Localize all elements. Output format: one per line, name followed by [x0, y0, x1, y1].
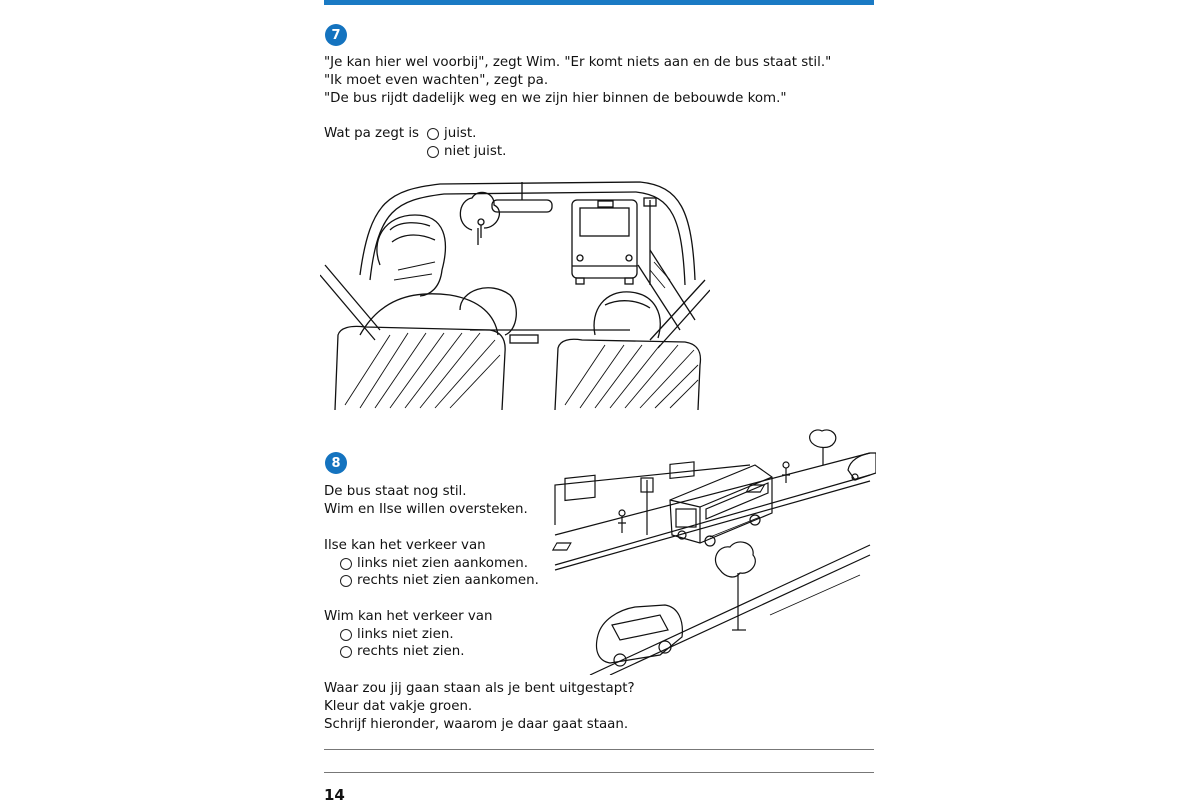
car-interior-illustration: [320, 170, 710, 410]
q8-wim-option-left-label: links niet zien.: [357, 627, 454, 642]
q8-wim-option-left[interactable]: [340, 626, 454, 644]
q8-closing-2: Kleur dat vakje groen.: [324, 699, 473, 714]
q8-ilse-radio-left[interactable]: [340, 558, 352, 570]
q8-ilse-radio-right[interactable]: [340, 575, 352, 587]
street-scene-illustration: [550, 425, 876, 675]
q8-ilse-option-right-label: rechts niet zien aankomen.: [357, 573, 539, 588]
q7-option-correct[interactable]: [427, 125, 476, 143]
answer-line-2[interactable]: [324, 772, 874, 773]
q7-radio-correct[interactable]: [427, 128, 439, 140]
q7-line-2: "Ik moet even wachten", zegt pa.: [324, 73, 549, 88]
q7-option-incorrect-label: niet juist.: [444, 144, 507, 159]
q8-intro-1: De bus staat nog stil.: [324, 484, 467, 499]
question-7-badge: 7: [325, 24, 347, 46]
q8-intro-2: Wim en Ilse willen oversteken.: [324, 502, 528, 517]
q8-ilse-option-left[interactable]: [340, 555, 528, 573]
q8-closing-3: Schrijf hieronder, waarom je daar gaat staan.: [324, 717, 629, 732]
q8-wim-radio-right[interactable]: [340, 646, 352, 658]
q8-closing-1: Waar zou jij gaan staan als je bent uitgestapt?: [324, 681, 635, 696]
q7-option-incorrect[interactable]: [427, 143, 506, 161]
q7-line-3: "De bus rijdt dadelijk weg en we zijn hier binnen de bebouwde kom.": [324, 91, 787, 106]
q7-prompt: Wat pa zegt is: [324, 126, 420, 141]
page-number: 14: [324, 786, 345, 804]
q8-wim-radio-left[interactable]: [340, 629, 352, 641]
q8-wim-option-right[interactable]: [340, 643, 464, 661]
answer-line-1[interactable]: [324, 749, 874, 750]
q8-wim-option-right-label: rechts niet zien.: [357, 644, 465, 659]
top-accent-bar: [324, 0, 874, 5]
q8-wim-prompt: Wim kan het verkeer van: [324, 609, 493, 624]
q7-radio-incorrect[interactable]: [427, 146, 439, 158]
q8-ilse-option-left-label: links niet zien aankomen.: [357, 556, 528, 571]
question-8-badge: 8: [325, 452, 347, 474]
q7-option-correct-label: juist.: [444, 126, 477, 141]
q8-ilse-option-right[interactable]: [340, 572, 539, 590]
q7-line-1: "Je kan hier wel voorbij", zegt Wim. "Er komt niets aan en de bus staat stil.": [324, 55, 832, 70]
q8-ilse-prompt: Ilse kan het verkeer van: [324, 538, 486, 553]
